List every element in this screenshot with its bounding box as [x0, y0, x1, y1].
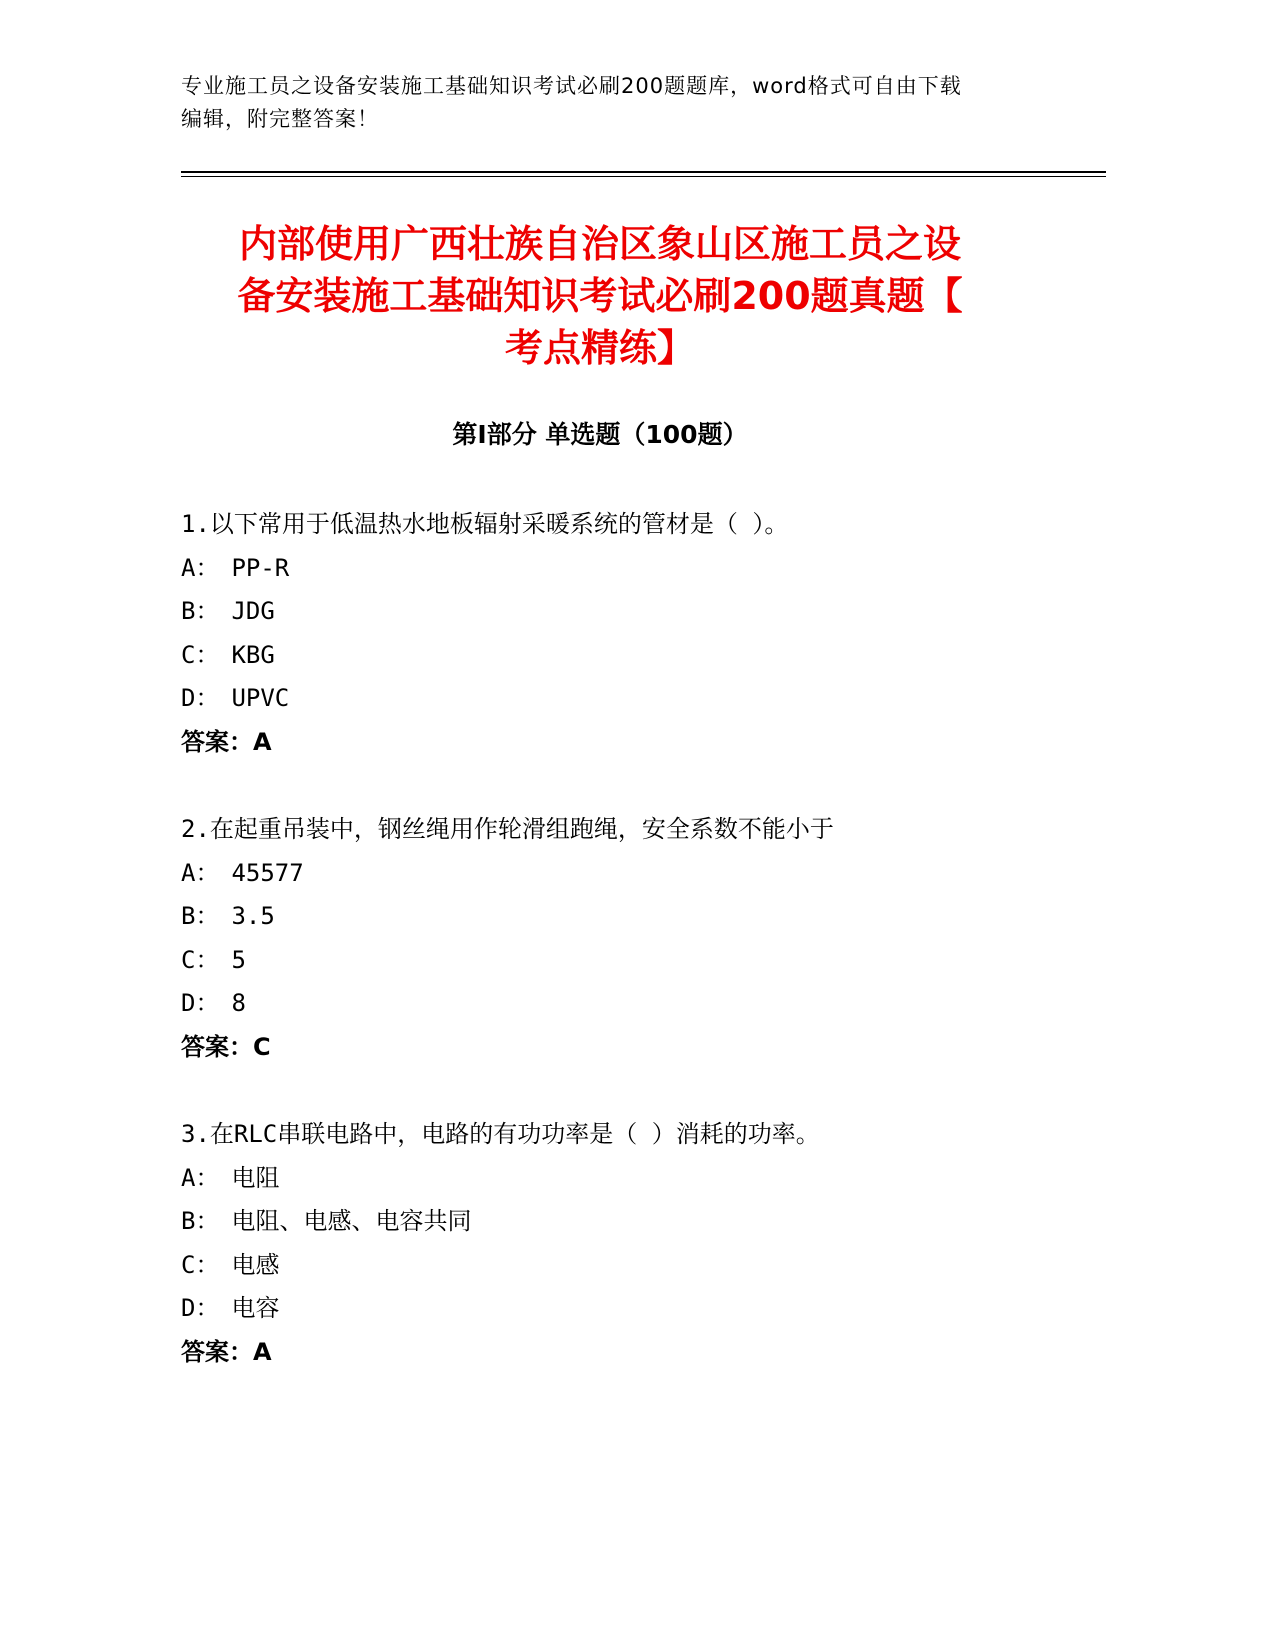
header-divider-thick	[181, 171, 1106, 173]
option-a	[181, 547, 1081, 591]
option-text: KBG	[231, 640, 275, 669]
option-c	[181, 939, 1081, 983]
question-stem: 2.在起重吊装中，钢丝绳用作轮滑组跑绳，安全系数不能小于	[181, 815, 834, 843]
option-text: 5	[231, 945, 246, 974]
option-letter: D：	[181, 684, 220, 712]
question-stem: 1.以下常用于低温热水地板辐射采暖系统的管材是（ ）。	[181, 510, 789, 538]
option-letter: B：	[181, 597, 220, 625]
document-title	[160, 218, 1040, 374]
option-letter: A：	[181, 553, 220, 582]
option-letter: A：	[181, 1163, 220, 1192]
question-3	[181, 1113, 1081, 1374]
option-letter: B：	[181, 1207, 220, 1235]
header-note-line1: 专业施工员之设备安装施工基础知识考试必刷200题题库，word格式可自由下载	[181, 74, 962, 98]
question-stem: 3.在RLC串联电路中，电路的有功功率是（ ）消耗的功率。	[181, 1120, 820, 1148]
option-letter: C：	[181, 640, 220, 669]
option-text: 3.5	[231, 902, 275, 930]
option-text: 电感	[231, 1250, 280, 1279]
option-text: 电容	[231, 1294, 280, 1322]
answer: 答案：C	[181, 1032, 271, 1061]
header-note	[181, 70, 1041, 136]
option-c	[181, 634, 1081, 678]
document-title-line2: 备安装施工基础知识考试必刷200题真题【	[237, 274, 963, 318]
option-text: 电阻、电感、电容共同	[231, 1207, 472, 1235]
option-text: 8	[231, 989, 246, 1017]
answer: 答案：A	[181, 1337, 272, 1366]
section-heading: 第Ⅰ部分 单选题（100题）	[452, 420, 748, 449]
question-2	[181, 808, 1081, 1069]
option-text: 电阻	[231, 1163, 280, 1192]
option-letter: D：	[181, 1294, 220, 1322]
header-divider-thin	[181, 176, 1106, 177]
option-a	[181, 852, 1081, 896]
option-text: JDG	[231, 597, 275, 625]
option-text: UPVC	[231, 684, 290, 712]
document-title-line1: 内部使用广西壮族自治区象山区施工员之设	[238, 222, 961, 266]
answer: 答案：A	[181, 727, 272, 756]
option-c	[181, 1244, 1081, 1288]
header-note-line2: 编辑，附完整答案！	[181, 107, 379, 131]
option-b	[181, 895, 1081, 939]
option-letter: D：	[181, 989, 220, 1017]
option-text: PP-R	[231, 553, 290, 582]
option-a	[181, 1157, 1081, 1201]
option-letter: C：	[181, 1250, 220, 1279]
option-b	[181, 590, 1081, 634]
option-d	[181, 677, 1081, 721]
option-letter: A：	[181, 858, 220, 887]
option-b	[181, 1200, 1081, 1244]
question-1	[181, 503, 1081, 764]
option-letter: B：	[181, 902, 220, 930]
option-letter: C：	[181, 945, 220, 974]
document-title-line3: 考点精练】	[504, 326, 695, 370]
option-text: 45577	[231, 858, 304, 887]
option-d	[181, 982, 1081, 1026]
option-d	[181, 1287, 1081, 1331]
